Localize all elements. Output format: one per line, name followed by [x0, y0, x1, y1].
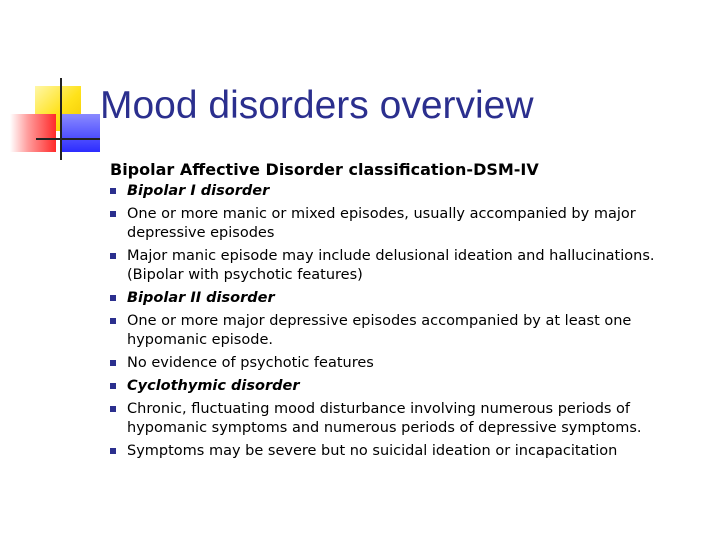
square-bullet-icon [110, 406, 116, 412]
list-item-text: Major manic episode may include delusional ideation and hallucinations. (Bipolar with psychotic features) [127, 248, 655, 283]
logo-horizontal-line [36, 138, 100, 140]
bullet-list [110, 182, 700, 461]
square-bullet-icon [110, 383, 116, 389]
list-item-text: Chronic, fluctuating mood disturbance involving numerous periods of hypomanic symptoms and numerous periods of depressive symptoms. [127, 401, 642, 436]
list-item [110, 377, 700, 396]
list-item-text: Cyclothymic disorder [127, 378, 300, 394]
square-bullet-icon [110, 448, 116, 454]
list-item [110, 442, 700, 461]
list-item-text: Bipolar II disorder [127, 290, 275, 306]
list-item [110, 289, 700, 308]
list-item [110, 205, 700, 243]
list-item [110, 247, 700, 285]
list-item-text: Bipolar I disorder [127, 183, 270, 199]
list-item [110, 312, 700, 350]
square-bullet-icon [110, 295, 116, 301]
slide-content [110, 160, 700, 465]
square-bullet-icon [110, 318, 116, 324]
list-item [110, 354, 700, 373]
list-item-text: One or more manic or mixed episodes, usually accompanied by major depressive episodes [127, 206, 636, 241]
red-square-icon [10, 114, 56, 152]
list-item-text: No evidence of psychotic features [127, 355, 374, 371]
blue-square-icon [62, 114, 100, 152]
square-bullet-icon [110, 211, 116, 217]
list-item-text: One or more major depressive episodes accompanied by at least one hypomanic episode. [127, 313, 632, 348]
content-heading: Bipolar Affective Disorder classification-DSM-IV [110, 160, 539, 179]
square-bullet-icon [110, 360, 116, 366]
slide-title: Mood disorders overview [100, 84, 534, 127]
logo-vertical-line [60, 78, 62, 160]
list-item-text: Symptoms may be severe but no suicidal ideation or incapacitation [127, 443, 618, 459]
square-bullet-icon [110, 188, 116, 194]
list-item [110, 400, 700, 438]
list-item [110, 182, 700, 201]
square-bullet-icon [110, 253, 116, 259]
